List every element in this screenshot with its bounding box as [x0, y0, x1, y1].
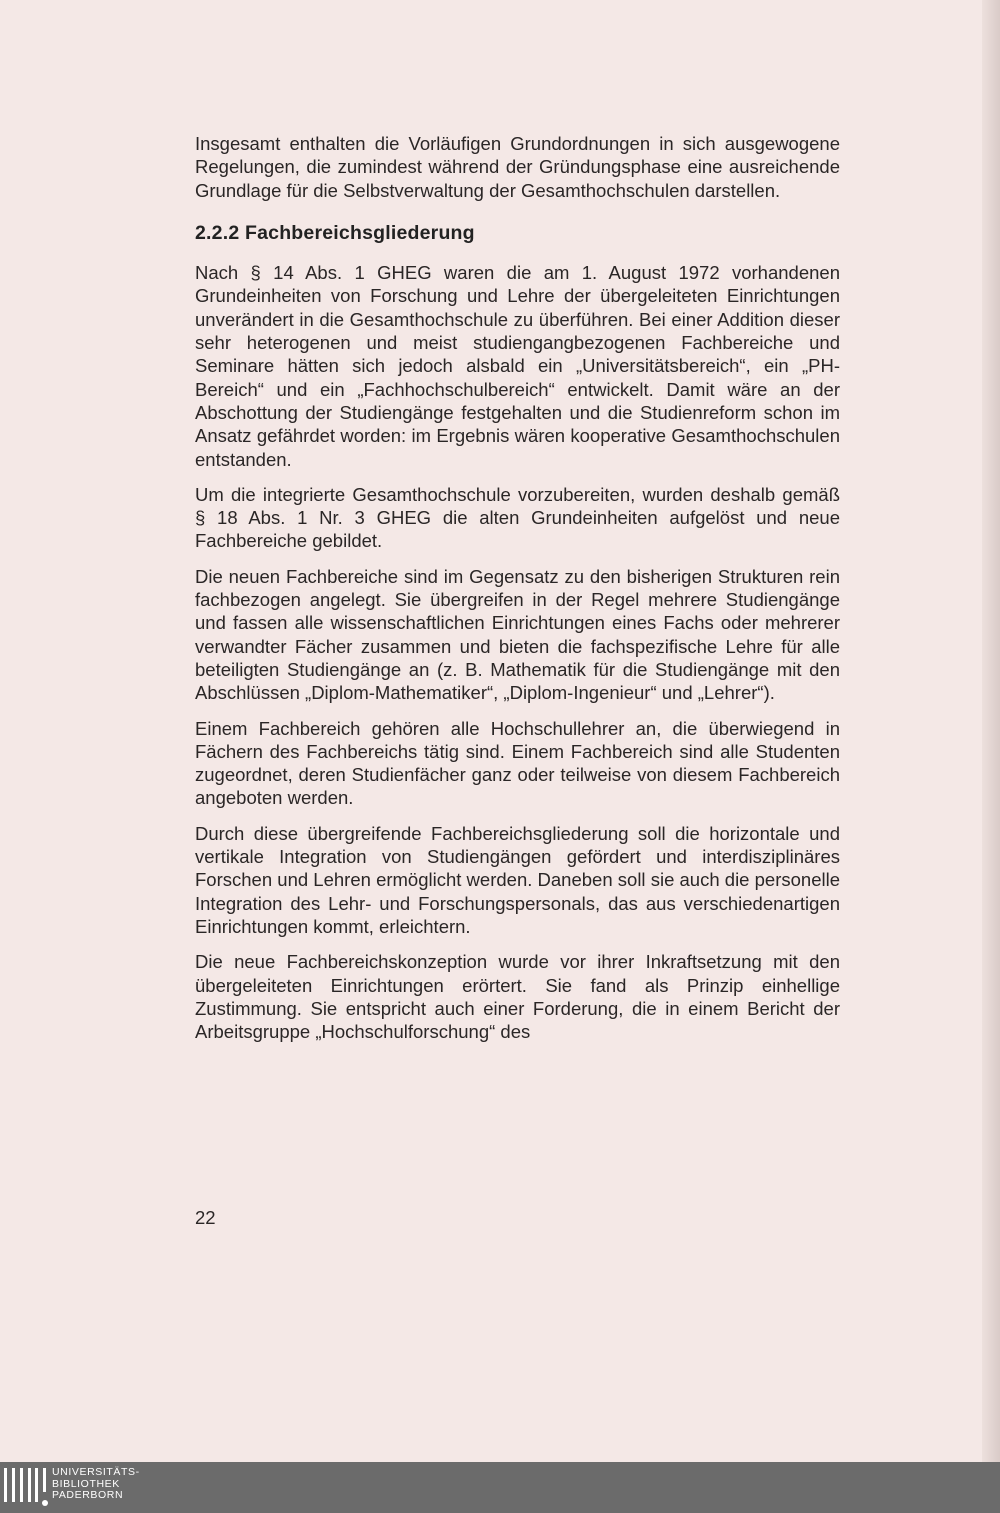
library-name-line-3: PADERBORN: [52, 1489, 124, 1501]
paragraph-7: Die neue Fachbereichskonzeption wurde vor ihrer Inkraftsetzung mit den übergeleiteten Einrichtungen erörtert. Sie fand als Prinzip einhellige Zustimmung. Sie entspricht auch einer Forderung, die in einem Bericht der Arbeitsgruppe „Hochschulforschung“ des: [195, 951, 840, 1043]
page-number: 22: [195, 1207, 216, 1228]
paragraph-2: Nach § 14 Abs. 1 GHEG waren die am 1. August 1972 vorhandenen Grundeinheiten von Forschung und Lehre der übergeleiteten Einrichtungen unverändert in die Gesamthochschule zu überführen. Bei einer Addition dieser sehr heterogenen und meist studiengangbezogenen Fachbereiche und Seminare hätten sich jedoch alsbald ein „Universitätsbereich“, ein „PH-Bereich“ und ein „Fachhochschulbereich“ entwickelt. Damit wäre an der Abschottung der Studiengänge festgehalten und die Studienreform schon im Ansatz gefährdet worden: im Ergebnis wären kooperative Gesamthochschulen entstanden.: [195, 262, 840, 470]
paragraph-4: Die neuen Fachbereiche sind im Gegensatz zu den bisherigen Strukturen rein fachbezogen angelegt. Sie übergreifen in der Regel mehrere Studiengänge und fassen alle wissenschaftlichen Einrichtungen eines Fachs oder mehrerer verwandter Fächer zusammen und bieten die fachspezifische Lehre für alle beteiligten Studiengänge an (z. B. Mathematik für die Studiengänge mit den Abschlüssen „Diplom-Mathematiker“, „Diplom-Ingenieur“ und „Lehrer“).: [195, 565, 840, 704]
paragraph-3: Um die integrierte Gesamthochschule vorzubereiten, wurden deshalb gemäß § 18 Abs. 1 Nr. 3 GHEG die alten Grundeinheiten aufgelöst und neue Fachbereiche gebildet.: [195, 483, 840, 552]
section-heading: 2.2.2 Fachbereichsgliederung: [195, 221, 475, 244]
library-name-line-2: BIBLIOTHEK: [52, 1477, 120, 1490]
library-bars-logo-icon: [4, 1468, 46, 1508]
paragraph-5: Einem Fachbereich gehören alle Hochschullehrer an, die überwiegend in Fächern des Fachbereichs tätig sind. Einem Fachbereich sind alle Studenten zugeordnet, deren Studienfächer ganz oder teilweise von diesem Fachbereich angeboten werden.: [195, 717, 840, 809]
page-edge: [982, 0, 1000, 1462]
paragraph-1: Insgesamt enthalten die Vorläufigen Grundordnungen in sich ausgewogene Regelungen, die zumindest während der Gründungsphase eine ausreichende Grundlage für die Selbstverwaltung der Gesamthochschulen darstellen.: [195, 133, 840, 201]
library-footer-bar: [0, 1462, 1000, 1513]
paragraph-6: Durch diese übergreifende Fachbereichsgliederung soll die horizontale und vertikale Integration von Studiengängen gefördert und interdisziplinäres Forschen und Lehren ermöglicht werden. Daneben soll sie auch die personelle Integration des Lehr- und Forschungspersonals, das aus verschiedenartigen Einrichtungen kommt, erleichtern.: [195, 822, 840, 937]
body-text: [195, 132, 840, 1043]
library-name-line-1: UNIVERSITÄTS-: [52, 1466, 140, 1478]
library-name: [52, 1467, 140, 1502]
